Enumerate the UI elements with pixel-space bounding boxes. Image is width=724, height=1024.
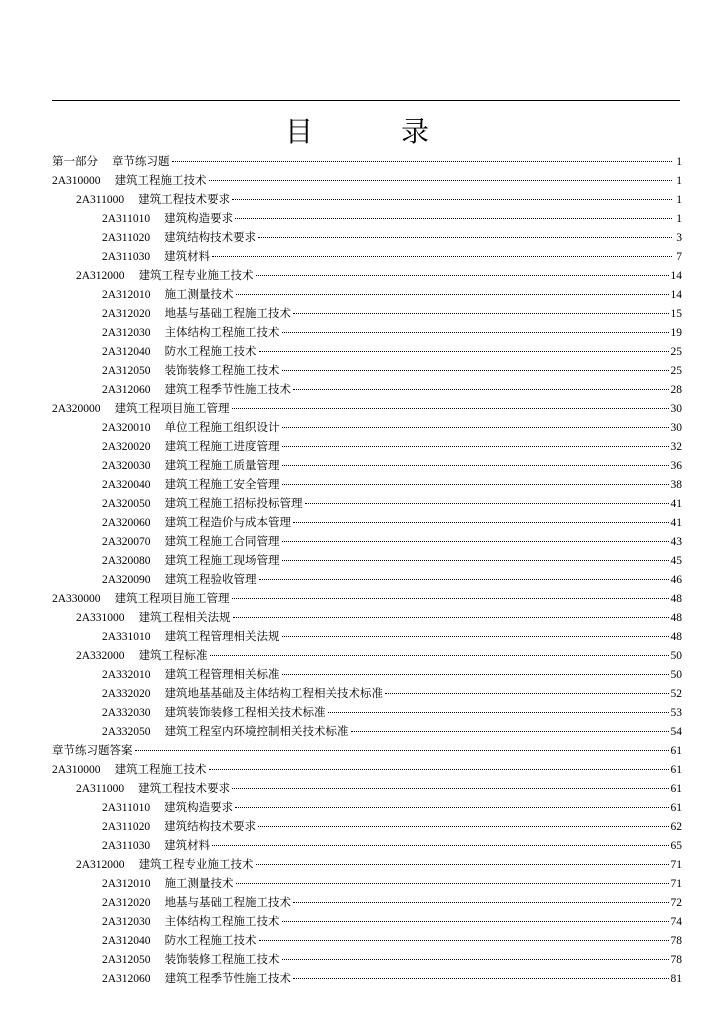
toc-entry-label: 建筑工程施工质量管理 (164, 460, 280, 472)
toc-entry-page: 62 (670, 821, 682, 833)
toc-entry-label: 地基与基础工程施工技术 (164, 308, 292, 320)
toc-entry-title (52, 761, 207, 780)
toc-entry-code: 2A312000 (76, 859, 125, 871)
toc-entry[interactable] (52, 514, 682, 533)
toc-entry-label: 装饰装修工程施工技术 (164, 365, 280, 377)
toc-entry[interactable] (52, 723, 682, 742)
toc-entry-code: 2A312040 (102, 346, 151, 358)
toc-entry-title (102, 362, 280, 381)
dot-leader (233, 617, 669, 618)
toc-entry[interactable] (52, 495, 682, 514)
toc-entry-label: 建筑工程施工招标投标管理 (164, 498, 303, 510)
toc-entry-label: 建筑工程验收管理 (164, 574, 257, 586)
toc-entry-label: 建筑地基基础及主体结构工程相关技术标准 (164, 688, 384, 700)
toc-entry-label: 建筑工程标准 (138, 650, 208, 662)
toc-entry[interactable] (52, 552, 682, 571)
toc-entry-code: 2A312050 (102, 365, 151, 377)
dot-leader (259, 940, 669, 941)
toc-entry-code: 2A312010 (102, 289, 151, 301)
dot-leader (212, 256, 672, 257)
toc-entry-label: 建筑装饰装修工程相关技术标准 (164, 707, 326, 719)
dot-leader (282, 636, 669, 637)
toc-entry-title (102, 723, 349, 742)
toc-entry[interactable] (52, 628, 682, 647)
dot-leader (305, 503, 669, 504)
toc-entry-title (102, 476, 280, 495)
dot-leader (328, 712, 669, 713)
toc-entry-title (102, 438, 280, 457)
header-rule (52, 100, 680, 101)
toc-entry-label: 防水工程施工技术 (164, 346, 257, 358)
toc-entry[interactable] (52, 153, 682, 172)
dot-leader (282, 674, 669, 675)
toc-entry-code: 2A311010 (102, 802, 151, 814)
toc-entry-label: 建筑工程专业施工技术 (138, 859, 254, 871)
toc-entry-page: 3 (676, 232, 682, 244)
toc-entry-code: 2A320030 (102, 460, 151, 472)
dot-leader (235, 807, 668, 808)
dot-leader (282, 332, 669, 333)
toc-entry-title (102, 552, 280, 571)
toc-entry-code: 2A332000 (76, 650, 125, 662)
toc-entry-page: 61 (670, 783, 682, 795)
toc-entry-page: 25 (670, 365, 682, 377)
toc-entry-page: 71 (670, 878, 682, 890)
toc-entry-page: 14 (670, 289, 682, 301)
toc-entry-page: 50 (670, 669, 682, 681)
toc-entry-page: 52 (670, 688, 682, 700)
toc-entry-title (102, 951, 280, 970)
toc-entry-label: 建筑工程施工技术 (114, 764, 207, 776)
toc-entry-page: 81 (670, 973, 682, 985)
toc-entry[interactable] (52, 742, 682, 761)
toc-entry[interactable] (52, 571, 682, 590)
toc-entry-code: 2A311030 (102, 251, 151, 263)
toc-entry-code: 2A312040 (102, 935, 151, 947)
toc-entry-label: 建筑工程施工安全管理 (164, 479, 280, 491)
toc-entry[interactable] (52, 324, 682, 343)
toc-entry[interactable] (52, 704, 682, 723)
toc-entry-code: 2A311020 (102, 232, 151, 244)
toc-entry[interactable] (52, 875, 682, 894)
toc-entry-page: 38 (670, 479, 682, 491)
toc-entry-page: 54 (670, 726, 682, 738)
dot-leader (282, 921, 669, 922)
toc-entry[interactable] (52, 210, 682, 229)
toc-entry-label: 建筑工程管理相关法规 (164, 631, 280, 643)
dot-leader (293, 902, 668, 903)
toc-entry-page: 74 (670, 916, 682, 928)
toc-entry-page: 41 (670, 498, 682, 510)
toc-entry-label: 建筑结构技术要求 (164, 821, 257, 833)
toc-entry-code: 2A310000 (52, 764, 101, 776)
toc-entry-page: 1 (676, 194, 682, 206)
toc-entry[interactable] (52, 267, 682, 286)
toc-entry-code: 2A312020 (102, 308, 151, 320)
toc-entry-code: 2A311010 (102, 213, 151, 225)
toc-entry-title (102, 248, 210, 267)
toc-entry-title (76, 856, 254, 875)
toc-entry-title (102, 514, 291, 533)
toc-entry-title (102, 799, 233, 818)
toc-entry-code: 2A320020 (102, 441, 151, 453)
toc-entry-title (52, 172, 207, 191)
toc-entry[interactable] (52, 381, 682, 400)
toc-entry-label: 章节练习题答案 (52, 745, 133, 757)
toc-entry-title (76, 267, 254, 286)
toc-entry-label: 建筑工程技术要求 (138, 783, 231, 795)
toc-entry-code: 2A311000 (76, 194, 125, 206)
dot-leader (256, 275, 669, 276)
dot-leader (258, 237, 672, 238)
toc-entry-code: 2A312060 (102, 384, 151, 396)
dot-leader (236, 294, 669, 295)
toc-entry-code: 2A312060 (102, 973, 151, 985)
toc-entry-code: 2A332030 (102, 707, 151, 719)
toc-entry[interactable] (52, 780, 682, 799)
toc-entry[interactable] (52, 286, 682, 305)
toc-entry-title (102, 875, 234, 894)
toc-entry-code: 2A312050 (102, 954, 151, 966)
toc-entry-code: 2A331000 (76, 612, 125, 624)
toc-entry-title (102, 343, 257, 362)
toc-entry-title (102, 381, 291, 400)
toc-entry-title (102, 628, 280, 647)
toc-entry[interactable] (52, 476, 682, 495)
toc-entry-code: 第一部分 (52, 156, 98, 168)
toc-entry-label: 建筑工程季节性施工技术 (164, 973, 292, 985)
dot-leader (209, 180, 672, 181)
toc-entry-label: 建筑工程相关法规 (138, 612, 231, 624)
toc-entry-title (102, 894, 291, 913)
toc-entry-code: 2A312020 (102, 897, 151, 909)
toc-entry-label: 建筑工程管理相关标准 (164, 669, 280, 681)
toc-entry-title (102, 286, 234, 305)
toc-entry[interactable] (52, 305, 682, 324)
dot-leader (293, 389, 668, 390)
toc-entry-page: 7 (676, 251, 682, 263)
dot-leader (232, 788, 668, 789)
toc-entry-label: 建筑工程专业施工技术 (138, 270, 254, 282)
dot-leader (135, 750, 669, 751)
toc-entry-label: 建筑构造要求 (164, 802, 234, 814)
toc-entry-title (102, 324, 280, 343)
dot-leader (282, 370, 669, 371)
toc-entry-code: 2A320060 (102, 517, 151, 529)
toc-entry-label: 主体结构工程施工技术 (164, 327, 280, 339)
toc-entry-code: 2A320000 (52, 403, 101, 415)
dot-leader (232, 199, 672, 200)
toc-entry-label: 建筑工程施工合同管理 (164, 536, 280, 548)
toc-entry-page: 61 (670, 802, 682, 814)
toc-entry-page: 1 (676, 175, 682, 187)
toc-entry[interactable] (52, 970, 682, 989)
toc-entry[interactable] (52, 438, 682, 457)
toc-entry-label: 施工测量技术 (164, 878, 234, 890)
toc-entry-label: 建筑工程施工进度管理 (164, 441, 280, 453)
toc-entry-title (102, 913, 280, 932)
dot-leader (212, 845, 668, 846)
toc-entry-title (102, 457, 280, 476)
toc-entry-title (52, 153, 170, 172)
toc-entry-page: 61 (670, 764, 682, 776)
toc-entry-title (102, 305, 291, 324)
dot-leader (232, 598, 669, 599)
toc-entry-code: 2A332050 (102, 726, 151, 738)
toc-entry-label: 建筑工程项目施工管理 (114, 403, 230, 415)
toc-entry[interactable] (52, 533, 682, 552)
dot-leader (256, 864, 669, 865)
toc-entry-label: 建筑工程造价与成本管理 (164, 517, 292, 529)
toc-entry-title (76, 191, 230, 210)
toc-entry-page: 48 (670, 631, 682, 643)
dot-leader (385, 693, 668, 694)
toc-entry-label: 建筑结构技术要求 (164, 232, 257, 244)
dot-leader (210, 655, 669, 656)
toc-entry-code: 2A311000 (76, 783, 125, 795)
toc-entry-label: 建筑工程季节性施工技术 (164, 384, 292, 396)
toc-entry-code: 2A320090 (102, 574, 151, 586)
toc-entry[interactable] (52, 647, 682, 666)
toc-entry[interactable] (52, 457, 682, 476)
dot-leader (232, 408, 669, 409)
dot-leader (235, 218, 672, 219)
dot-leader (236, 883, 669, 884)
toc-entry-page: 46 (670, 574, 682, 586)
dot-leader (209, 769, 669, 770)
toc-entry-page: 43 (670, 536, 682, 548)
toc-entry[interactable] (52, 172, 682, 191)
dot-leader (282, 541, 669, 542)
dot-leader (282, 484, 669, 485)
dot-leader (282, 560, 669, 561)
toc-entry-page: 1 (676, 213, 682, 225)
toc-entry-code: 2A312010 (102, 878, 151, 890)
toc-entry-title (102, 932, 257, 951)
toc-entry-title (102, 666, 280, 685)
toc-entry-title (102, 210, 233, 229)
toc-entry-code: 2A332010 (102, 669, 151, 681)
toc-entry-title (102, 704, 326, 723)
toc-entry-page: 30 (670, 403, 682, 415)
toc-entry-code: 2A312030 (102, 916, 151, 928)
dot-leader (293, 522, 668, 523)
toc-entry[interactable] (52, 248, 682, 267)
toc-entry[interactable] (52, 837, 682, 856)
toc-entry-code: 2A330000 (52, 593, 101, 605)
page-title: 目 录 (284, 115, 459, 148)
toc-entry[interactable] (52, 343, 682, 362)
toc-entry-code: 2A312030 (102, 327, 151, 339)
toc-entry-page: 41 (670, 517, 682, 529)
toc-entry-page: 71 (670, 859, 682, 871)
toc-entry[interactable] (52, 590, 682, 609)
toc-entry-title (52, 400, 230, 419)
toc-entry-label: 主体结构工程施工技术 (164, 916, 280, 928)
toc-entry-label: 装饰装修工程施工技术 (164, 954, 280, 966)
toc-entry-page: 45 (670, 555, 682, 567)
toc-entry-label: 单位工程施工组织设计 (164, 422, 280, 434)
toc-entry-code: 2A320080 (102, 555, 151, 567)
toc-entry-page: 15 (670, 308, 682, 320)
dot-leader (282, 959, 669, 960)
toc-entry[interactable] (52, 932, 682, 951)
toc-entry-code: 2A310000 (52, 175, 101, 187)
toc-entry-label: 建筑工程室内环境控制相关技术标准 (164, 726, 349, 738)
toc-entry-page: 36 (670, 460, 682, 472)
toc-entry-label: 建筑材料 (164, 840, 211, 852)
toc-entry-code: 2A311030 (102, 840, 151, 852)
toc-entry-title (76, 647, 208, 666)
toc-entry-title (102, 495, 303, 514)
toc-entry-page: 48 (670, 612, 682, 624)
dot-leader (293, 978, 668, 979)
dot-leader (282, 446, 669, 447)
toc-entry[interactable] (52, 191, 682, 210)
toc-entry-label: 建筑工程项目施工管理 (114, 593, 230, 605)
toc-entry-code: 2A331010 (102, 631, 151, 643)
toc-entry[interactable] (52, 856, 682, 875)
dot-leader (351, 731, 669, 732)
toc-entry[interactable] (52, 666, 682, 685)
toc-entry-label: 建筑工程施工现场管理 (164, 555, 280, 567)
toc-entry-page: 19 (670, 327, 682, 339)
toc-entry-code: 2A320050 (102, 498, 151, 510)
toc-entry-page: 65 (670, 840, 682, 852)
dot-leader (293, 313, 668, 314)
toc-entry[interactable] (52, 419, 682, 438)
toc-entry-page: 14 (670, 270, 682, 282)
toc-entry[interactable] (52, 685, 682, 704)
toc-entry[interactable] (52, 609, 682, 628)
toc-entry[interactable] (52, 913, 682, 932)
toc-entry-code: 2A320070 (102, 536, 151, 548)
toc-entry-title (76, 609, 231, 628)
toc-entry-label: 章节练习题 (112, 156, 170, 168)
toc-entry-page: 78 (670, 935, 682, 947)
toc-entry[interactable] (52, 761, 682, 780)
toc-entry-label: 地基与基础工程施工技术 (164, 897, 292, 909)
toc-entry-code: 2A311020 (102, 821, 151, 833)
toc-entry-title (102, 970, 291, 989)
toc-entry-page: 61 (670, 745, 682, 757)
toc-entry-page: 1 (676, 156, 682, 168)
toc-entry-title (102, 685, 383, 704)
toc-entry-title (102, 533, 280, 552)
toc-entry-title (102, 837, 210, 856)
toc-entry-page: 25 (670, 346, 682, 358)
toc-entry-page: 28 (670, 384, 682, 396)
toc-entry[interactable] (52, 400, 682, 419)
toc-entry[interactable] (52, 818, 682, 837)
toc-entry[interactable] (52, 229, 682, 248)
toc-entry-title (52, 590, 230, 609)
dot-leader (282, 465, 669, 466)
toc-entry-label: 施工测量技术 (164, 289, 234, 301)
dot-leader (172, 161, 673, 162)
toc-entry-page: 53 (670, 707, 682, 719)
toc-entry-code: 2A332020 (102, 688, 151, 700)
toc-entry-title (102, 818, 256, 837)
toc-entry[interactable] (52, 951, 682, 970)
toc-entry-page: 30 (670, 422, 682, 434)
toc-list (52, 153, 682, 989)
toc-entry-page: 78 (670, 954, 682, 966)
toc-entry-page: 50 (670, 650, 682, 662)
toc-entry[interactable] (52, 362, 682, 381)
toc-entry-label: 建筑材料 (164, 251, 211, 263)
toc-entry-page: 72 (670, 897, 682, 909)
toc-entry-label: 建筑工程施工技术 (114, 175, 207, 187)
toc-entry-title (102, 229, 256, 248)
dot-leader (258, 826, 668, 827)
toc-entry[interactable] (52, 799, 682, 818)
dot-leader (259, 579, 669, 580)
toc-entry-title (102, 571, 257, 590)
dot-leader (282, 427, 669, 428)
toc-entry-label: 防水工程施工技术 (164, 935, 257, 947)
toc-entry-code: 2A312000 (76, 270, 125, 282)
toc-entry-label: 建筑构造要求 (164, 213, 234, 225)
toc-entry-label: 建筑工程技术要求 (138, 194, 231, 206)
toc-entry-code: 2A320010 (102, 422, 151, 434)
toc-entry-title (52, 742, 133, 761)
toc-entry[interactable] (52, 894, 682, 913)
toc-entry-page: 32 (670, 441, 682, 453)
toc-entry-title (102, 419, 280, 438)
toc-entry-code: 2A320040 (102, 479, 151, 491)
toc-entry-title (76, 780, 230, 799)
toc-entry-page: 48 (670, 593, 682, 605)
dot-leader (259, 351, 669, 352)
